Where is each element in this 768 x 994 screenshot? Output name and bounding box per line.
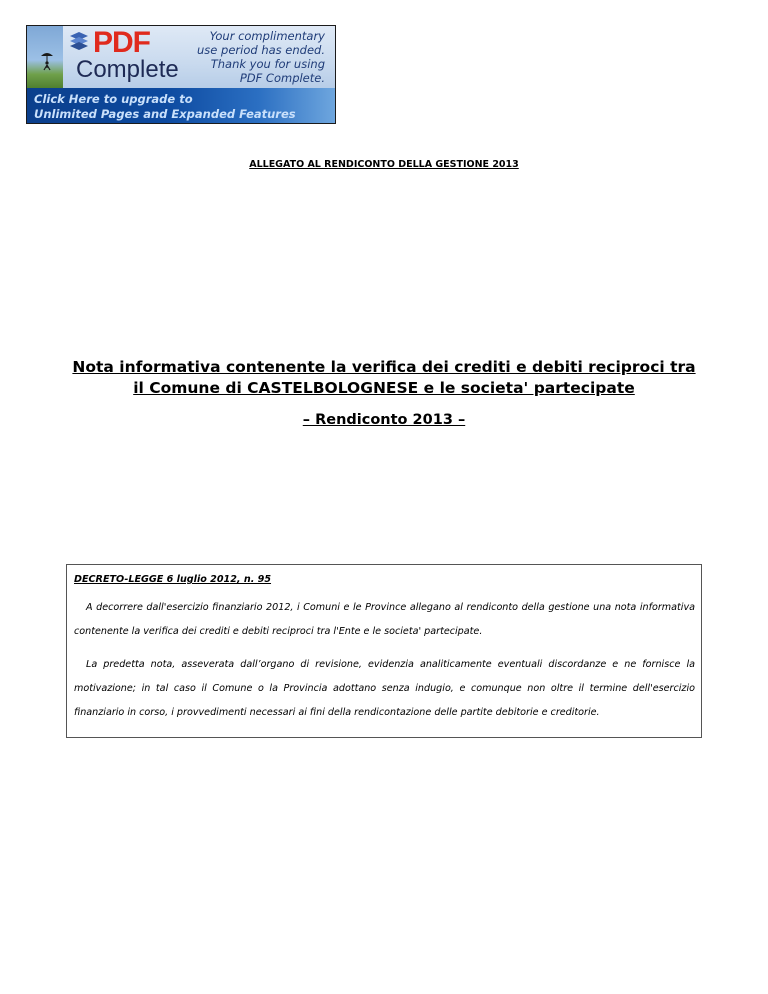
upgrade-link[interactable] (34, 92, 296, 122)
upgrade-banner[interactable] (26, 25, 336, 124)
decree-paragraph: A decorrere dall'esercizio finanziario 2012, i Comuni e le Province allegano al rendiconto della gestione una nota informativa contenente la verifica dei crediti e debiti reciproci tra l'Ente e le societa' partecipate. (74, 602, 695, 637)
decree-box (66, 564, 702, 738)
promo-line: use period has ended. (197, 43, 325, 57)
upgrade-line[interactable]: Unlimited Pages and Expanded Features (34, 107, 296, 121)
page-title (40, 357, 728, 399)
umbrella-figure-icon (39, 50, 55, 74)
logo-pdf-text: PDF (93, 26, 150, 59)
page-title-line: il Comune di CASTELBOLOGNESE e le societa' partecipate (133, 379, 635, 397)
decree-paragraph: La predetta nota, asseverata dall’organo di revisione, evidenzia analiticamente eventuali discordanze e ne fornisce la motivazione; in tal caso il Comune o la Provincia adottano senza indugio, e comunque non oltre il termine dell'esercizio finanziario in corso, i provvedimenti necessari ai fini della rendicontazione delle partite debitorie e creditorie. (74, 659, 695, 718)
upgrade-line[interactable]: Click Here to upgrade to (34, 92, 193, 106)
page-title-line: Nota informativa contenente la verifica dei crediti e debiti reciproci tra (72, 358, 696, 376)
promo-message (185, 29, 325, 85)
pdf-complete-logo-icon (67, 30, 91, 54)
decree-title: DECRETO-LEGGE 6 luglio 2012, n. 95 (74, 574, 272, 585)
attachment-title: ALLEGATO AL RENDICONTO DELLA GESTIONE 2013 (249, 159, 519, 170)
logo-complete-text: Complete (76, 56, 179, 83)
promo-line: PDF Complete. (239, 71, 325, 85)
promo-line: Thank you for using (210, 57, 325, 71)
promo-line: Your complimentary (209, 29, 325, 43)
page-subtitle: – Rendiconto 2013 – (302, 412, 466, 428)
